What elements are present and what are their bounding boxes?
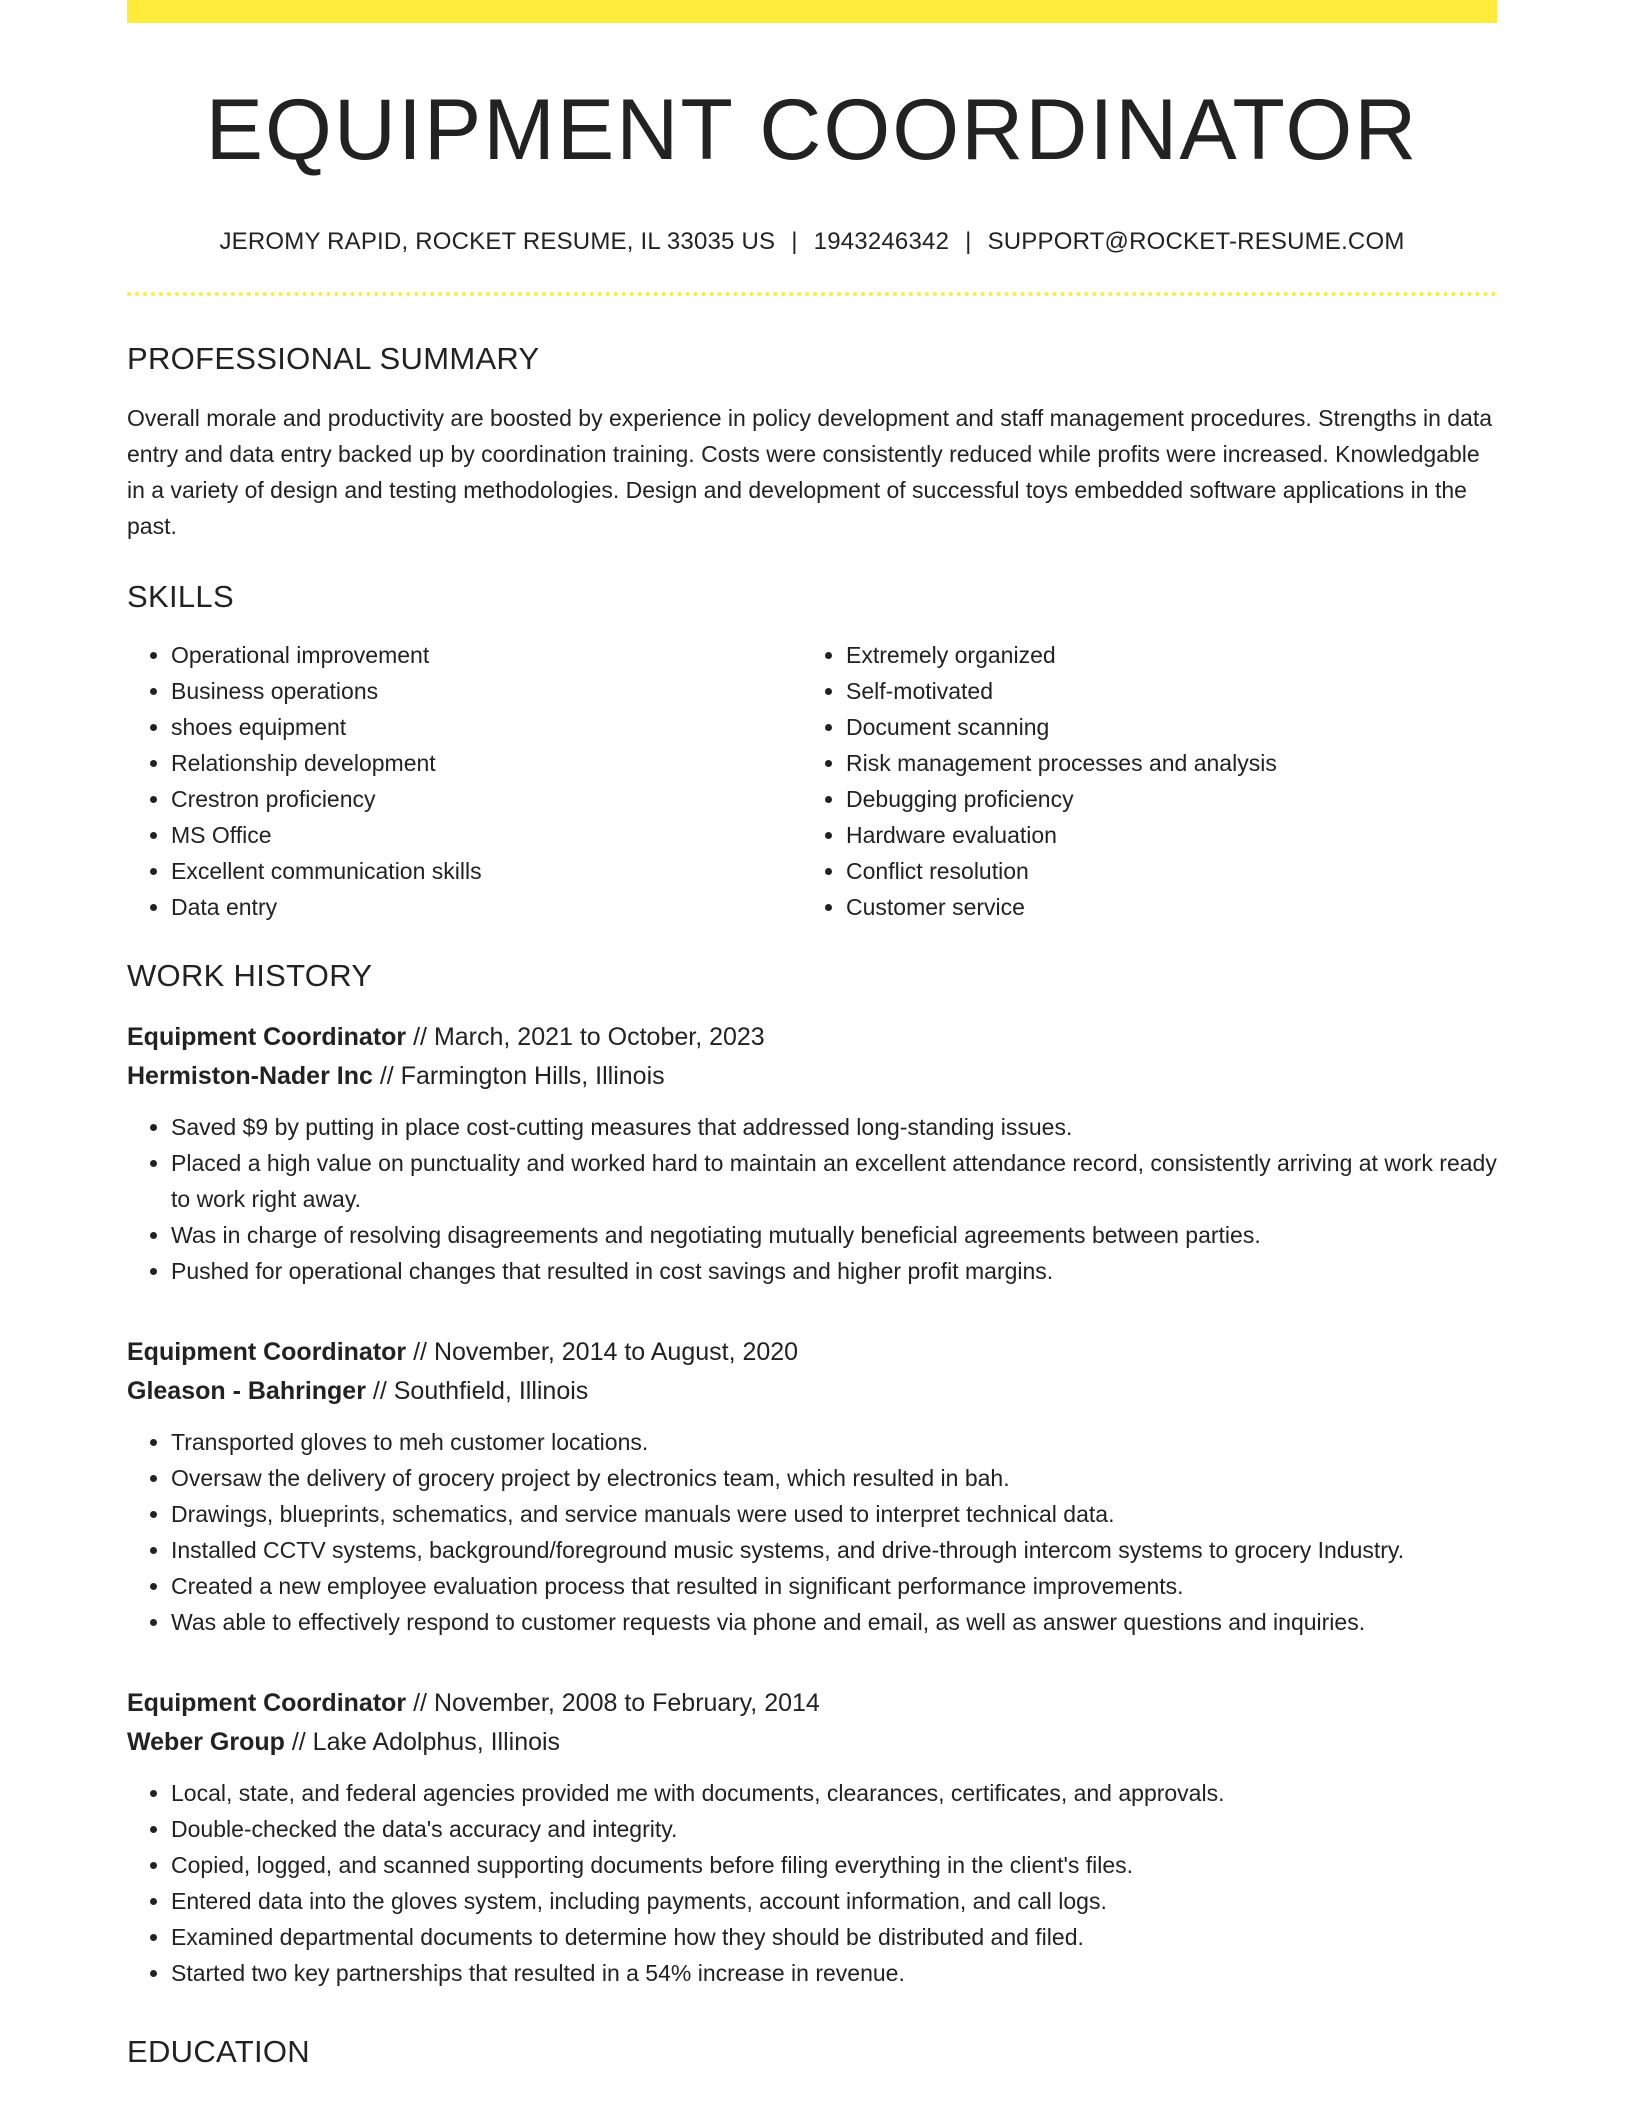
skill-item: • Extremely organized <box>846 637 1477 673</box>
contact-separator: | <box>965 227 972 255</box>
job-bullet: • Pushed for operational changes that resulted in cost savings and higher profit margins. <box>171 1253 1497 1289</box>
job-bullets <box>127 1775 1497 1991</box>
job-bullet: • Transported gloves to meh customer locations. <box>171 1424 1497 1460</box>
job-bullet: • Was in charge of resolving disagreements and negotiating mutually beneficial agreements between parties. <box>171 1217 1497 1253</box>
skill-item: • Data entry <box>171 889 802 925</box>
skill-item: • Debugging proficiency <box>846 781 1477 817</box>
contact-line <box>127 228 1497 257</box>
skill-item: • Relationship development <box>171 745 802 781</box>
job-company: Gleason - Bahringer <box>127 1376 366 1405</box>
skill-item: • Crestron proficiency <box>171 781 802 817</box>
job-bullet: • Saved $9 by putting in place cost-cutting measures that addressed long-standing issues. <box>171 1109 1497 1145</box>
skills-heading: SKILLS <box>127 578 234 614</box>
job-bullet: • Placed a high value on punctuality and worked hard to maintain an excellent attendance record, consistently arriving at work ready to work right away. <box>171 1145 1497 1217</box>
summary-heading: PROFESSIONAL SUMMARY <box>127 341 540 377</box>
contact-email: SUPPORT@ROCKET-RESUME.COM <box>987 227 1405 255</box>
job-entry <box>127 1018 1497 1289</box>
skill-item: • Self-motivated <box>846 673 1477 709</box>
skill-item: • Document scanning <box>846 709 1477 745</box>
skill-item: • MS Office <box>171 817 802 853</box>
job-company-line <box>127 1723 1497 1762</box>
accent-top-bar <box>127 0 1497 23</box>
job-bullets <box>127 1424 1497 1640</box>
job-title-line <box>127 1684 1497 1723</box>
dotted-divider <box>127 292 1497 296</box>
job-title-line <box>127 1018 1497 1057</box>
skill-item: • Risk management processes and analysis <box>846 745 1477 781</box>
job-company-line <box>127 1372 1497 1411</box>
job-bullet: • Started two key partnerships that resulted in a 54% increase in revenue. <box>171 1955 1497 1991</box>
job-bullets <box>127 1109 1497 1289</box>
job-bullet: • Copied, logged, and scanned supporting documents before filing everything in the client's files. <box>171 1847 1497 1883</box>
job-bullet: • Double-checked the data's accuracy and integrity. <box>171 1811 1497 1847</box>
job-dates: // November, 2008 to February, 2014 <box>406 1688 820 1717</box>
job-location: // Lake Adolphus, Illinois <box>284 1727 561 1756</box>
job-title: Equipment Coordinator <box>127 1688 407 1717</box>
job-bullet: • Was able to effectively respond to customer requests via phone and email, as well as answer questions and inquiries. <box>171 1604 1497 1640</box>
resume-page <box>127 0 1497 2070</box>
job-bullet: • Drawings, blueprints, schematics, and service manuals were used to interpret technical data. <box>171 1496 1497 1532</box>
job-bullet: • Installed CCTV systems, background/foreground music systems, and drive-through intercom systems to grocery Industry. <box>171 1532 1497 1568</box>
contact-phone: 1943246342 <box>813 227 950 255</box>
job-bullet: • Local, state, and federal agencies provided me with documents, clearances, certificates, and approvals. <box>171 1775 1497 1811</box>
skills-columns <box>127 637 1497 925</box>
job-bullet: • Created a new employee evaluation process that resulted in significant performance improvements. <box>171 1568 1497 1604</box>
summary-text: Overall morale and productivity are boosted by experience in policy development and staff management procedures. Strengths in data entry and data entry backed up by coordination training. Costs were consistently reduced while profits were increased. Knowledgable in a variety of design and testing methodologies. Design and development of successful toys embedded software applications in the past. <box>127 404 1493 539</box>
job-company: Hermiston-Nader Inc <box>127 1061 373 1090</box>
job-title: Equipment Coordinator <box>127 1337 407 1366</box>
job-title-line <box>127 1333 1497 1372</box>
skill-item: • Customer service <box>846 889 1477 925</box>
job-location: // Southfield, Illinois <box>365 1376 589 1405</box>
job-bullet: • Entered data into the gloves system, including payments, account information, and call logs. <box>171 1883 1497 1919</box>
skill-item: • Business operations <box>171 673 802 709</box>
education-heading: EDUCATION <box>127 2033 310 2069</box>
contact-separator: | <box>791 227 798 255</box>
job-bullet: • Examined departmental documents to determine how they should be distributed and filed. <box>171 1919 1497 1955</box>
job-bullet: • Oversaw the delivery of grocery project by electronics team, which resulted in bah. <box>171 1460 1497 1496</box>
job-company-line <box>127 1057 1497 1096</box>
skill-item: • Conflict resolution <box>846 853 1477 889</box>
job-entry <box>127 1684 1497 1991</box>
skill-item: • Hardware evaluation <box>846 817 1477 853</box>
skill-item: • shoes equipment <box>171 709 802 745</box>
job-location: // Farmington Hills, Illinois <box>372 1061 665 1090</box>
resume-title: EQUIPMENT COORDINATOR <box>205 82 1419 178</box>
job-title: Equipment Coordinator <box>127 1022 407 1051</box>
job-dates: // November, 2014 to August, 2020 <box>406 1337 799 1366</box>
skill-item: • Excellent communication skills <box>171 853 802 889</box>
skills-list-left <box>127 637 802 925</box>
work-history-heading: WORK HISTORY <box>127 957 373 993</box>
job-entry <box>127 1333 1497 1640</box>
job-dates: // March, 2021 to October, 2023 <box>406 1022 765 1051</box>
contact-address: JEROMY RAPID, ROCKET RESUME, IL 33035 US <box>219 227 776 255</box>
job-company: Weber Group <box>127 1727 285 1756</box>
skill-item: • Operational improvement <box>171 637 802 673</box>
skills-list-right <box>802 637 1477 925</box>
